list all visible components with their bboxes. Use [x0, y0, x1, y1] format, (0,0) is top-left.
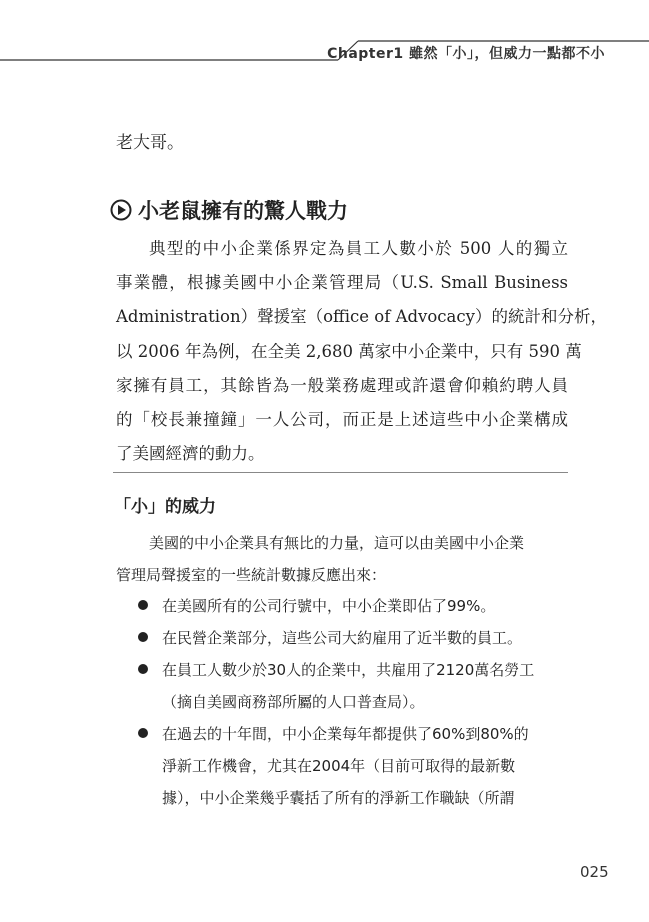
paragraph-line: 典型的中小企業係界定為員工人數小於 500 人的獨立: [149, 239, 568, 258]
bullet-item: [138, 590, 570, 622]
running-head-text: Chapter1 雖然「小」，但威力一點都不小: [327, 46, 605, 62]
paragraph-line: 了美國經濟的動力。: [116, 444, 265, 464]
paragraph-line: Administration）聲援室（office of Advocacy）的統計和分析，: [116, 307, 607, 327]
bullet-item: [138, 718, 570, 814]
bullet-line: 在民營企業部分，這些公司大約雇用了近半數的員工。: [162, 629, 523, 647]
bullet-line: （摘自美國商務部所屬的人口普查局）。: [162, 693, 425, 711]
section-heading: [110, 195, 348, 225]
play-circle-icon: [110, 199, 132, 221]
bullet-line: 淨新工作機會，尤其在2004年（目前可取得的最新數: [162, 757, 516, 775]
paragraph-line: 事業體，根據美國中小企業管理局（U.S. Small Business: [116, 273, 568, 293]
box-title: 「小」的威力: [114, 497, 216, 517]
box-intro-line: 管理局聲援室的一些統計數據反應出來：: [116, 566, 387, 584]
box-intro-line: 美國的中小企業具有無比的力量，這可以由美國中小企業: [149, 534, 525, 552]
section-divider: [113, 472, 568, 473]
section-paragraph: [116, 232, 607, 471]
bullet-item: [138, 654, 570, 718]
bullet-dot-icon: [138, 600, 148, 610]
bullet-line: 在員工人數少於30人的企業中，共雇用了2120萬名勞工: [162, 661, 535, 679]
bullet-line: 在美國所有的公司行號中，中小企業即佔了99%。: [162, 597, 496, 615]
bullet-item: [138, 622, 570, 654]
bullet-dot-icon: [138, 632, 148, 642]
page-number: 025: [580, 863, 609, 881]
bullet-dot-icon: [138, 728, 148, 738]
paragraph-line: 的「校長兼撞鐘」一人公司，而正是上述這些中小企業構成: [116, 410, 568, 430]
bullet-line: 在過去的十年間，中小企業每年都提供了60%到80%的: [162, 725, 529, 743]
bullet-line: 據），中小企業幾乎囊括了所有的淨新工作職缺（所謂: [162, 789, 515, 807]
bullet-list: [138, 590, 570, 814]
paragraph-line: 家擁有員工，其餘皆為一般業務處理或許還會仰賴約聘人員: [116, 375, 568, 395]
running-head: [0, 40, 649, 64]
bullet-dot-icon: [138, 664, 148, 674]
section-heading-text: 小老鼠擁有的驚人戰力: [138, 199, 348, 223]
paragraph-line: 以 2006 年為例，在全美 2,680 萬家中小企業中，只有 590 萬: [116, 341, 582, 361]
intro-text: 老大哥。: [116, 133, 184, 153]
box-intro: [116, 527, 568, 591]
